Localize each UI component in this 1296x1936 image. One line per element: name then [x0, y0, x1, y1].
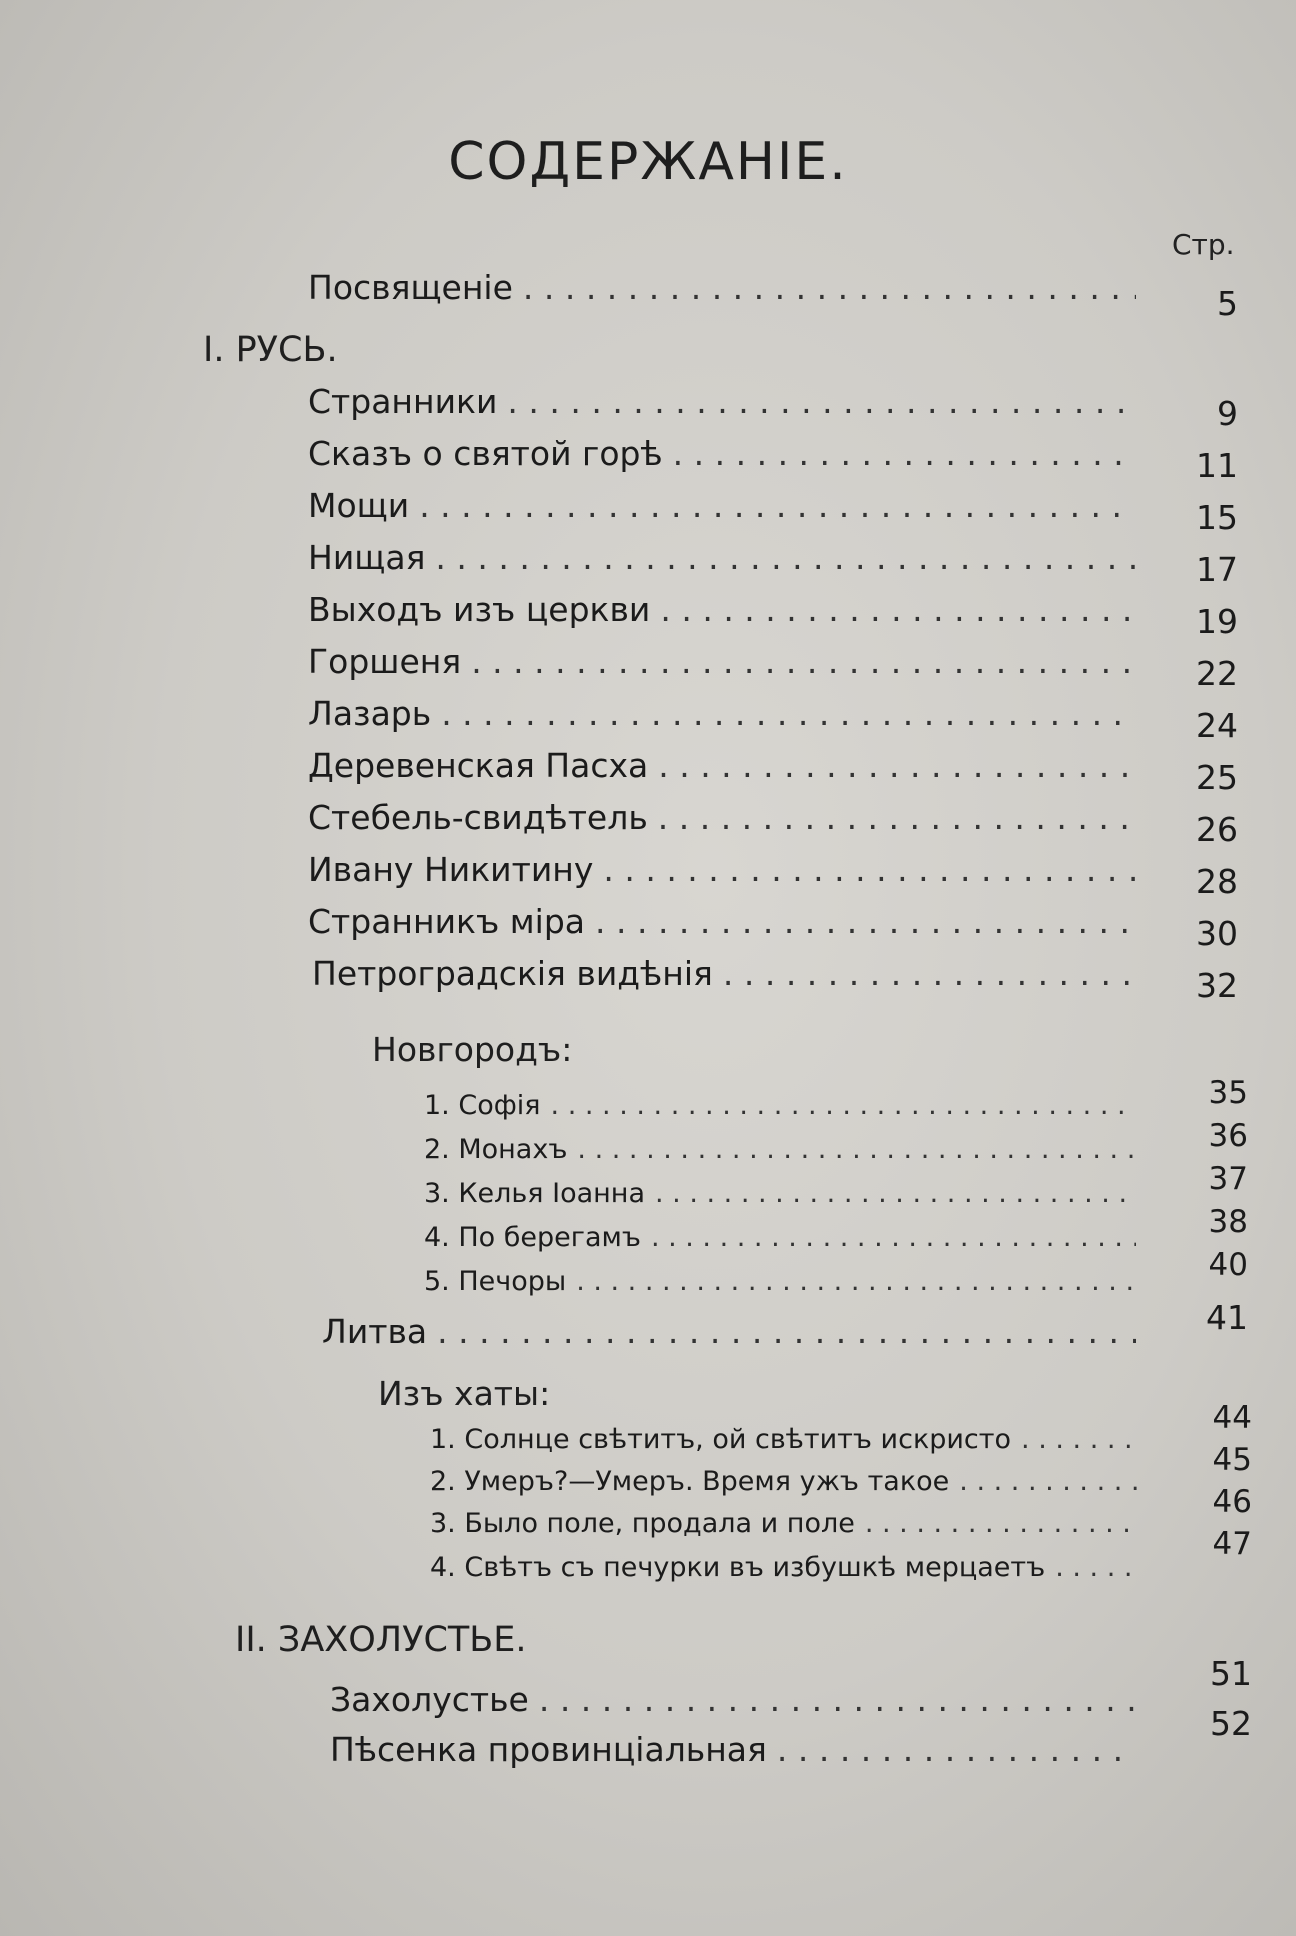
toc-entry-label: 2. Умеръ?—Умеръ. Время ужъ такое	[430, 1466, 950, 1497]
toc-entry-page: 35	[1208, 1075, 1248, 1111]
dot-leader	[1021, 1424, 1142, 1455]
toc-entry-page: 40	[1208, 1247, 1248, 1283]
toc-entry-page: 52	[1210, 1704, 1252, 1743]
toc-entry-page: 17	[1196, 550, 1238, 589]
toc-entry-label: Странникъ міра	[308, 902, 586, 941]
toc-entry[interactable]	[308, 382, 1136, 421]
toc-entry-label: Посвященіе	[308, 268, 513, 307]
toc-entry[interactable]	[308, 434, 1136, 473]
toc-entry-page: 15	[1196, 498, 1238, 537]
toc-entry-label: Литва	[322, 1312, 428, 1351]
dot-leader	[539, 1680, 1136, 1719]
subgroup-heading: Изъ хаты:	[378, 1374, 551, 1413]
toc-entry[interactable]	[308, 902, 1136, 941]
toc-entry[interactable]	[430, 1424, 1142, 1455]
dot-leader	[658, 746, 1136, 785]
dot-leader	[523, 268, 1136, 307]
toc-entry-label: Лазарь	[308, 694, 432, 733]
dot-leader	[651, 1222, 1136, 1253]
toc-entry-page: 30	[1196, 914, 1238, 953]
toc-entry[interactable]	[424, 1134, 1136, 1165]
toc-entry-label: 2. Монахъ	[424, 1134, 568, 1165]
toc-entry-page: 37	[1208, 1161, 1248, 1197]
toc-entry-page: 11	[1196, 446, 1238, 485]
dot-leader	[723, 954, 1136, 993]
toc-entry-page: 26	[1196, 810, 1238, 849]
toc-entry-page: 28	[1196, 862, 1238, 901]
toc-entry-label: Захолустье	[330, 1680, 529, 1719]
toc-entry-page: 38	[1208, 1204, 1248, 1240]
toc-entry-label: Странники	[308, 382, 498, 421]
toc-entry-page: 46	[1212, 1484, 1252, 1520]
toc-entry-label: 3. Келья Іоанна	[424, 1178, 645, 1209]
toc-entry-label: 1. Софія	[424, 1090, 541, 1121]
toc-entry[interactable]	[424, 1222, 1136, 1253]
toc-entry-page: 9	[1217, 394, 1238, 433]
toc-entry-label: Петроградскія видѣнія	[312, 954, 713, 993]
toc-entry-page: 24	[1196, 706, 1238, 745]
toc-entry[interactable]	[308, 798, 1136, 837]
toc-entry-page: 32	[1196, 966, 1238, 1005]
toc-entry[interactable]	[430, 1552, 1142, 1583]
toc-entry-label: 1. Солнце свѣтитъ, ой свѣтитъ искристо	[430, 1424, 1012, 1455]
toc-entry-page: 36	[1208, 1118, 1248, 1154]
toc-entry-label: Стебель-свидѣтель	[308, 798, 648, 837]
dot-leader	[419, 486, 1136, 525]
toc-entry-page: 22	[1196, 654, 1238, 693]
dot-leader	[655, 1178, 1136, 1209]
toc-entry[interactable]	[430, 1466, 1142, 1497]
page-title: СОДЕРЖАНІЕ.	[448, 132, 848, 192]
dot-leader	[1055, 1552, 1142, 1583]
toc-entry-label: Сказъ о святой горѣ	[308, 434, 663, 473]
toc-entry[interactable]	[308, 590, 1136, 629]
toc-entry-label: 4. Свѣтъ съ печурки въ избушкѣ мерцаетъ	[430, 1552, 1046, 1583]
subgroup-heading: Новгородъ:	[372, 1030, 573, 1069]
toc-entry[interactable]	[424, 1266, 1136, 1297]
toc-entry[interactable]	[308, 538, 1136, 577]
dot-leader	[576, 1266, 1136, 1297]
dot-leader	[437, 1312, 1136, 1351]
toc-entry[interactable]	[308, 694, 1136, 733]
toc-entry[interactable]	[330, 1680, 1136, 1719]
dot-leader	[551, 1090, 1136, 1121]
dot-leader	[777, 1730, 1136, 1769]
toc-entry-label: 3. Было поле, продала и поле	[430, 1508, 855, 1539]
toc-entry-page: 41	[1206, 1298, 1248, 1337]
dot-leader	[577, 1134, 1136, 1165]
toc-entry[interactable]	[308, 850, 1136, 889]
toc-entry[interactable]	[308, 486, 1136, 525]
toc-entry-page: 47	[1212, 1526, 1252, 1562]
toc-entry-page: 44	[1212, 1400, 1252, 1436]
dot-leader	[673, 434, 1136, 473]
dot-leader	[959, 1466, 1142, 1497]
toc-entry-label: Нищая	[308, 538, 426, 577]
toc-entry[interactable]	[308, 746, 1136, 785]
toc-entry[interactable]	[424, 1178, 1136, 1209]
toc-entry-page: 51	[1210, 1654, 1252, 1693]
toc-entry-label: 4. По берегамъ	[424, 1222, 641, 1253]
toc-entry[interactable]	[308, 642, 1136, 681]
page-column-header: Стр.	[1172, 228, 1235, 261]
toc-entry-page: 5	[1217, 284, 1238, 323]
toc-entry-label: Горшеня	[308, 642, 462, 681]
toc-entry[interactable]	[430, 1508, 1142, 1539]
toc-entry-label: Мощи	[308, 486, 410, 525]
dot-leader	[658, 798, 1136, 837]
dot-leader	[865, 1508, 1142, 1539]
dot-leader	[507, 382, 1136, 421]
toc-entry[interactable]	[330, 1730, 1136, 1769]
dot-leader	[595, 902, 1136, 941]
toc-entry-page: 25	[1196, 758, 1238, 797]
toc-entry-label: Пѣсенка провинціальная	[330, 1730, 767, 1769]
toc-entry[interactable]	[312, 954, 1136, 993]
section-heading: I. РУСЬ.	[203, 330, 338, 370]
dot-leader	[660, 590, 1136, 629]
toc-entry[interactable]	[322, 1312, 1136, 1351]
dot-leader	[603, 850, 1136, 889]
toc-entry[interactable]	[308, 268, 1136, 307]
dot-leader	[441, 694, 1136, 733]
toc-entry-page: 19	[1196, 602, 1238, 641]
toc-entry-page: 45	[1212, 1442, 1252, 1478]
section-heading: II. ЗАХОЛУСТЬЕ.	[235, 1620, 527, 1660]
toc-entry[interactable]	[424, 1090, 1136, 1121]
toc-entry-label: Деревенская Пасха	[308, 746, 649, 785]
toc-entry-label: Выходъ изъ церкви	[308, 590, 651, 629]
dot-leader	[435, 538, 1136, 577]
toc-entry-label: Ивану Никитину	[308, 850, 594, 889]
dot-leader	[471, 642, 1136, 681]
toc-entry-label: 5. Печоры	[424, 1266, 567, 1297]
